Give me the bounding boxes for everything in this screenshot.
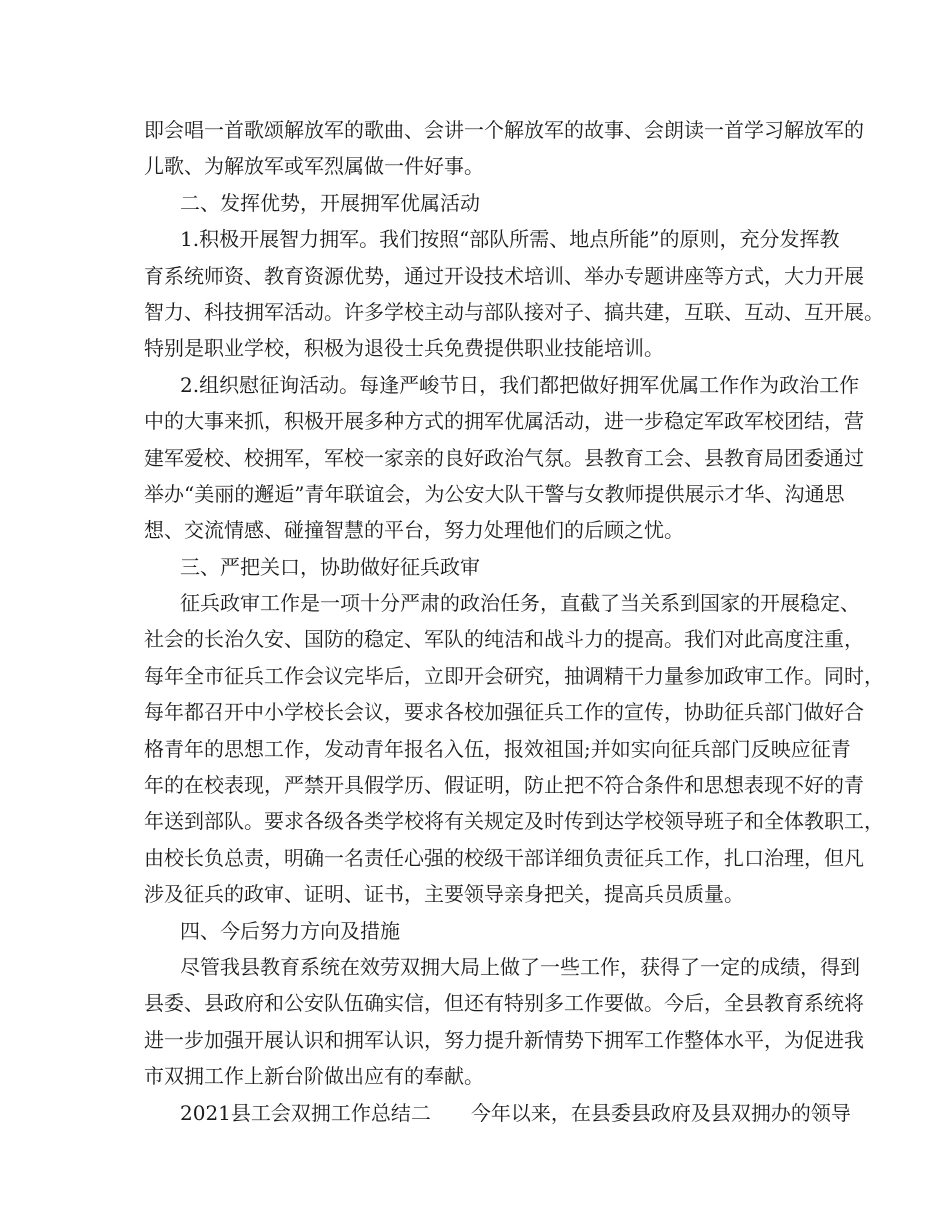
text-line: 1.积极开展智力拥军。我们按照“部队所需、地点所能”的原则，充分发挥教 <box>180 227 840 252</box>
text-line: 特别是职业学校，积极为退役士兵免费提供职业技能培训。 <box>144 336 664 361</box>
document-body <box>144 112 884 1131</box>
text-line: 举办“美丽的邂逅”青年联谊会，为公安大队干警与女教师提供展示才华、沟通思 <box>144 481 845 506</box>
text-line: 每年全市征兵工作会议完毕后，立即开会研究，抽调精干力量参加政审工作。同时， <box>144 663 884 688</box>
text-line: 由校长负总责，明确一名责任心强的校级干部详细负责征兵工作，扎口治理，但凡 <box>144 845 864 870</box>
text-line: 县委、县政府和公安队伍确实信，但还有特别多工作要做。今后，全县教育系统将 <box>144 991 864 1016</box>
text-line: 征兵政审工作是一项十分严肃的政治任务，直截了当关系到国家的开展稳定、 <box>180 591 860 616</box>
text-line: 即会唱一首歌颂解放军的歌曲、会讲一个解放军的故事、会朗读一首学习解放军的 <box>144 118 864 142</box>
text-line: 尽管我县教育系统在效劳双拥大局上做了一些工作，获得了一定的成绩，得到 <box>180 954 860 979</box>
text-line: 社会的长治久安、国防的稳定、军队的纯洁和战斗力的提高。我们对此高度注重， <box>144 627 864 652</box>
text-line: 市双拥工作上新台阶做出应有的奉献。 <box>144 1064 484 1089</box>
section-heading: 三、严把关口，协助做好征兵政审 <box>180 554 480 579</box>
summary-intro-text: 今年以来，在县委县政府及县双拥办的领导 <box>470 1100 851 1125</box>
text-line: 进一步加强开展认识和拥军认识，努力提升新情势下拥军工作整体水平，为促进我 <box>144 1027 864 1052</box>
text-line: 每年都召开中小学校长会议，要求各校加强征兵工作的宣传，协助征兵部门做好合 <box>144 700 864 725</box>
section-heading: 四、今后努力方向及措施 <box>180 918 400 943</box>
text-line: 想、交流情感、碰撞智慧的平台，努力处理他们的后顾之忧。 <box>144 518 684 543</box>
text-line: 格青年的思想工作，发动青年报名入伍，报效祖国;并如实向征兵部门反映应征青 <box>144 736 851 761</box>
text-line: 建军爱校、校拥军，军校一家亲的良好政治气氛。县教育工会、县教育局团委通过 <box>144 445 864 470</box>
text-line: 智力、科技拥军活动。许多学校主动与部队接对子、搞共建，互联、互动、互开展。 <box>144 299 884 324</box>
text-line: 中的大事来抓，积极开展多种方式的拥军优属活动，进一步稳定军政军校团结，营 <box>144 409 864 434</box>
text-line: 年的在校表现，严禁开具假学历、假证明，防止把不符合条件和思想表现不好的青 <box>144 773 864 798</box>
text-line: 育系统师资、教育资源优势，通过开设技术培训、举办专题讲座等方式，大力开展 <box>144 263 864 288</box>
section-heading: 二、发挥优势，开展拥军优属活动 <box>180 190 480 215</box>
summary-heading-line <box>144 1095 851 1131</box>
summary-title: 2021县工会双拥工作总结二 <box>180 1100 431 1125</box>
text-line: 儿歌、为解放军或军烈属做一件好事。 <box>144 154 484 179</box>
text-line: 年送到部队。要求各级各类学校将有关规定及时传到达学校领导班子和全体教职工， <box>144 809 884 834</box>
text-line: 2.组织慰征询活动。每逢严峻节日，我们都把做好拥军优属工作作为政治工作 <box>180 372 860 397</box>
text-line: 涉及征兵的政审、证明、证书，主要领导亲身把关，提高兵员质量。 <box>144 882 744 907</box>
